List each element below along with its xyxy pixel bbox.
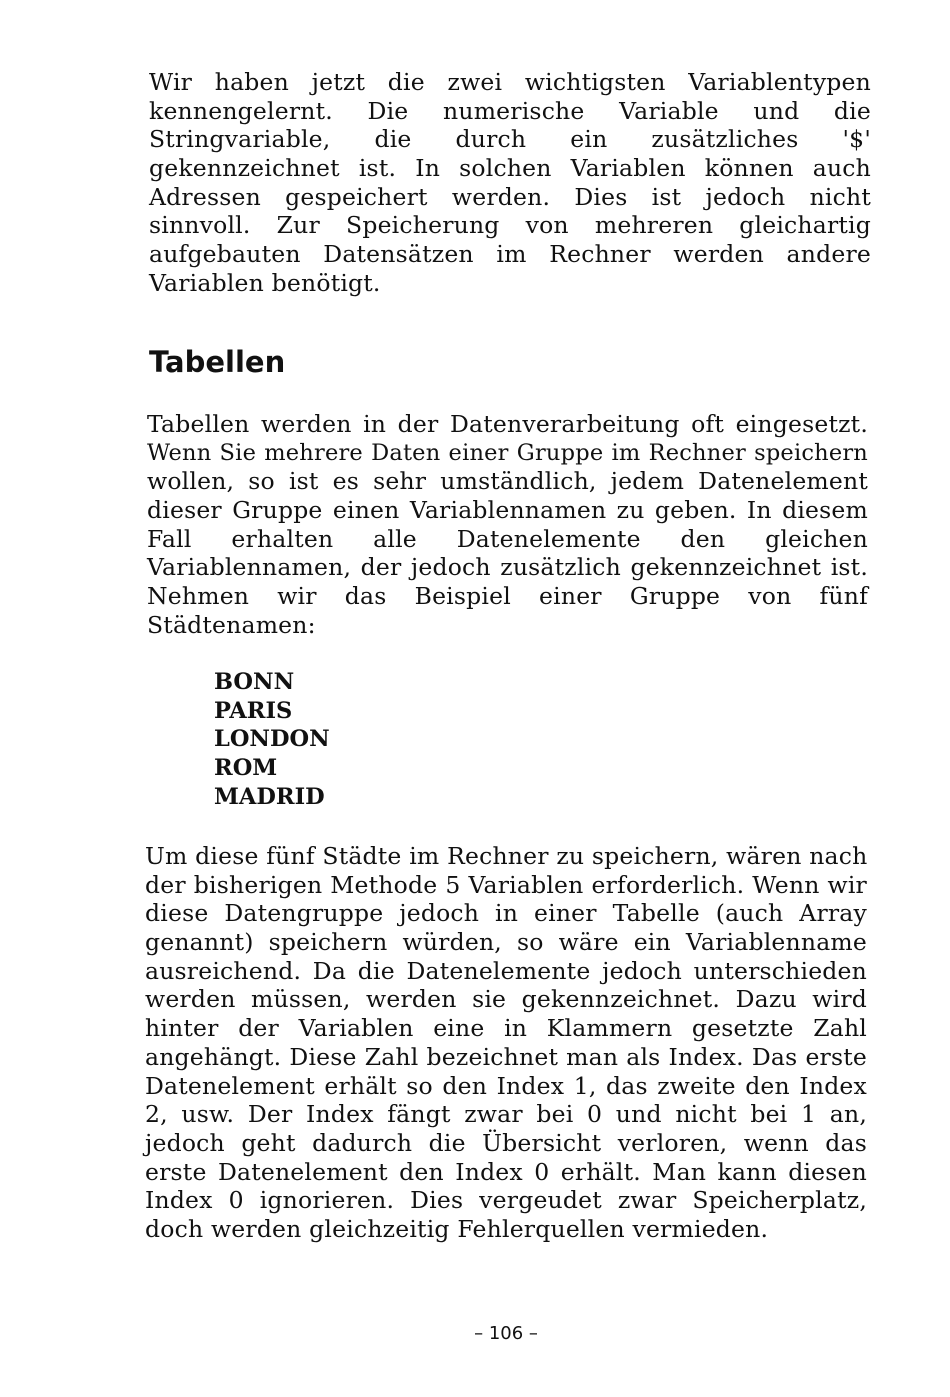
city-item: MADRID xyxy=(214,783,325,810)
text-line: Datenelement erhält so den Index 1, das zweite den Index xyxy=(145,1071,867,1100)
text-line: aufgebauten Datensätzen im Rechner werden andere xyxy=(149,240,871,269)
text-line: Tabellen werden in der Datenverarbeitung oft eingesetzt. xyxy=(147,410,868,438)
city-item: PARIS xyxy=(214,697,293,724)
text-line: jedoch geht dadurch die Übersicht verloren, wenn das xyxy=(145,1128,867,1157)
intro-paragraph xyxy=(149,68,871,298)
text-line: Stringvariable, die durch ein zusätzliches '$' xyxy=(149,125,871,154)
text-line: Wenn Sie mehrere Daten einer Gruppe im Rechner speichern xyxy=(147,439,868,466)
text-line: dieser Gruppe einen Variablennamen zu geben. In diesem xyxy=(147,496,868,525)
text-line: Index 0 ignorieren. Dies vergeudet zwar Speicherplatz, xyxy=(145,1186,867,1215)
text-line: Variablen benötigt. xyxy=(149,268,381,297)
text-line: Variablennamen, der jedoch zusätzlich gekennzeichnet ist. xyxy=(147,553,868,582)
city-item: BONN xyxy=(214,669,295,695)
city-item: ROM xyxy=(214,755,278,782)
text-line: angehängt. Diese Zahl bezeichnet man als Index. Das erste xyxy=(145,1042,867,1071)
text-line: kennengelernt. Die numerische Variable und die xyxy=(149,96,871,125)
text-line: doch werden gleichzeitig Fehlerquellen vermieden. xyxy=(145,1214,769,1243)
text-line: gekennzeichnet ist. In solchen Variablen können auch xyxy=(149,154,871,183)
tables-paragraph xyxy=(147,410,868,640)
section-heading: Tabellen xyxy=(149,345,286,379)
text-line: 2, usw. Der Index fängt zwar bei 0 und nicht bei 1 an, xyxy=(145,1100,867,1129)
city-list xyxy=(214,668,330,811)
text-line: hinter der Variablen eine in Klammern gesetzte Zahl xyxy=(145,1014,867,1043)
text-line: Um diese fünf Städte im Rechner zu speichern, wären nach xyxy=(145,842,868,870)
text-line: Adressen gespeichert werden. Dies ist jedoch nicht xyxy=(149,182,871,211)
text-line: ausreichend. Da die Datenelemente jedoch unterschieden xyxy=(145,956,867,985)
text-line: wollen, so ist es sehr umständlich, jedem Datenelement xyxy=(147,467,868,496)
text-line: der bisherigen Methode 5 Variablen erforderlich. Wenn wir xyxy=(145,870,867,899)
text-line: Wir haben jetzt die zwei wichtigsten Variablentypen xyxy=(149,68,871,96)
text-line: Nehmen wir das Beispiel einer Gruppe von fünf xyxy=(147,582,868,611)
text-line: sinnvoll. Zur Speicherung von mehreren gleichartig xyxy=(149,211,871,240)
city-item: LONDON xyxy=(214,726,330,753)
text-line: werden müssen, werden sie gekennzeichnet. Dazu wird xyxy=(145,985,867,1014)
text-line: genannt) speichern würden, so wäre ein Variablenname xyxy=(145,928,867,957)
page-number: – 106 – xyxy=(474,1323,538,1344)
text-line: Fall erhalten alle Datenelemente den gleichen xyxy=(147,524,868,553)
text-line: erste Datenelement den Index 0 erhält. Man kann diesen xyxy=(145,1157,867,1186)
array-paragraph xyxy=(145,842,867,1244)
text-line: Städtenamen: xyxy=(147,610,316,639)
text-line: diese Datengruppe jedoch in einer Tabelle (auch Array xyxy=(145,899,867,928)
